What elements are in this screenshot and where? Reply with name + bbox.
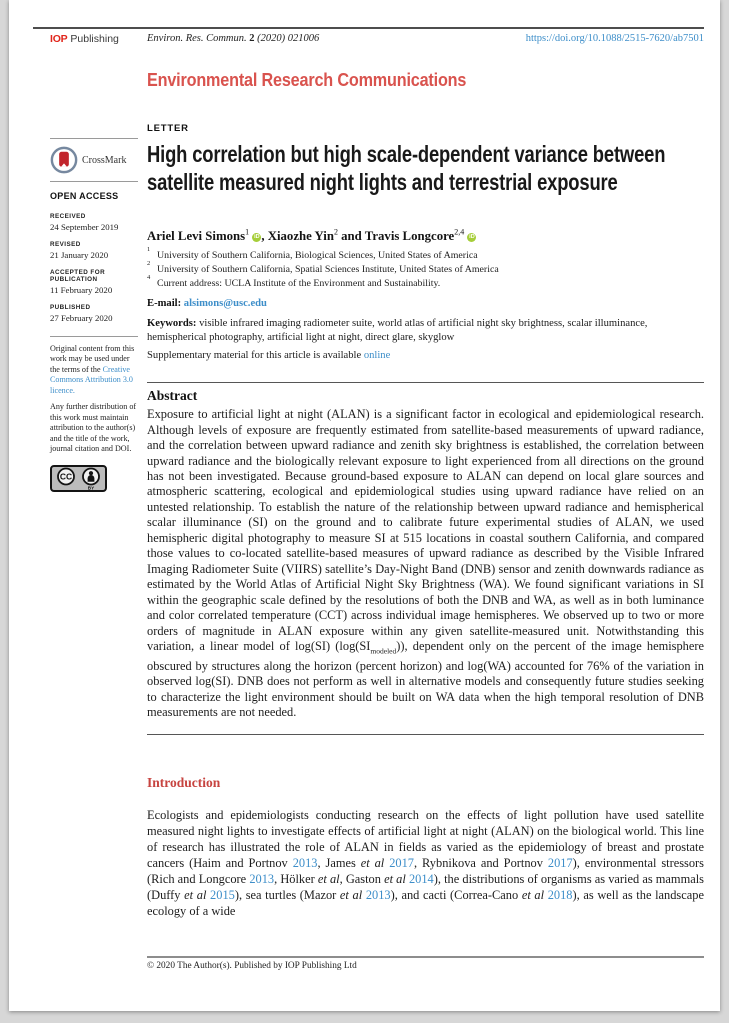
- history-label: RECEIVED: [50, 213, 86, 220]
- svg-text:BY: BY: [87, 485, 95, 490]
- author-separator: and: [337, 229, 365, 243]
- publisher-logo: [50, 33, 119, 45]
- history-date: 11 February 2020: [50, 284, 113, 295]
- orcid-icon[interactable]: iD: [254, 234, 260, 240]
- affiliation-text: University of Southern California, Spatial Sciences Institute, United States of America: [157, 263, 499, 275]
- intro-text-segment: Ecologists and epidemiologists conducting research on the effects of light pollution have used satellite measured night lights to investigate effects of artificial light at night (ALAN) on the biological world. This line of research has illustrated the role of ALAN in fields as varied as the epidemiology of breast and prostate cancers (Haim and Portnov: [147, 808, 704, 871]
- email-label: E-mail:: [147, 298, 184, 310]
- author-affiliation-sup: 2,4: [454, 227, 465, 237]
- intro-text-segment: ), as well as the landscape ecology of a wide: [147, 888, 704, 919]
- article-type-label: LETTER: [147, 123, 189, 134]
- affiliations-list: [147, 246, 704, 290]
- supplementary-online-link[interactable]: online: [363, 349, 391, 361]
- abstract-paragraph: [147, 407, 704, 721]
- intro-text-segment: ), sea turtles (Mazor: [234, 888, 340, 903]
- keywords-text: visible infrared imaging radiometer suite, world atlas of artificial night sky brightness, scalar illuminance, hemispherical photography, artificial light at night, direct glare, skyglow: [147, 318, 648, 343]
- keywords-line: [147, 317, 704, 343]
- article-title: High correlation but high scale-dependent variance between satellite measured night lights and terrestrial exposure: [147, 141, 666, 195]
- citation-journal: Environ. Res. Commun.: [147, 33, 250, 44]
- history-label: REVISED: [50, 241, 81, 248]
- svg-text:CC: CC: [59, 471, 73, 482]
- supplementary-line: [147, 350, 704, 361]
- latin-phrase: et al: [360, 856, 385, 871]
- sidebar-divider: [50, 336, 138, 337]
- affiliation-text: University of Southern California, Biological Sciences, United States of America: [157, 250, 478, 261]
- license-paragraph: [50, 344, 138, 397]
- history-date: 24 September 2019: [50, 221, 119, 232]
- abstract-subscript: modeled: [370, 646, 397, 656]
- license-text: Original content from this work may be used under the terms of the: [50, 343, 135, 374]
- history-label: ACCEPTED FOR PUBLICATION: [50, 269, 106, 283]
- copyright-line: © 2020 The Author(s). Published by IOP Publishing Ltd: [147, 961, 357, 971]
- citation-year-link[interactable]: 2018: [547, 888, 573, 903]
- affiliation-sup: 2: [147, 259, 151, 267]
- crossmark-label: CrossMark: [82, 154, 127, 166]
- intro-text-segment: ), and cacti (Correa-Cano: [390, 888, 522, 903]
- citation-year-link[interactable]: 2014: [408, 872, 434, 887]
- license-text: Any further distribution of this work must maintain attribution to the author(s) and the title of the work, journal citation and DOI.: [50, 402, 137, 453]
- iop-logo-text: IOP: [50, 33, 68, 45]
- keywords-label: Keywords:: [147, 318, 200, 330]
- author-name: Travis Longcore: [364, 229, 455, 243]
- author-affiliation-sup: 1: [245, 227, 250, 237]
- citation-year-link[interactable]: 2013: [365, 888, 391, 903]
- publisher-name: Publishing: [67, 33, 119, 45]
- journal-citation: [147, 33, 319, 44]
- citation-year-link[interactable]: 2017: [389, 856, 414, 871]
- citation-issue: (2020) 021006: [254, 33, 320, 44]
- history-date: 27 February 2020: [50, 312, 113, 323]
- affiliation-text: Current address: UCLA Institute of the Environment and Sustainability.: [157, 277, 441, 289]
- affiliation-row: [147, 246, 704, 263]
- open-access-label: OPEN ACCESS: [50, 191, 119, 201]
- sidebar-divider: [50, 181, 138, 182]
- crossmark-button[interactable]: [50, 139, 138, 181]
- cc-by-badge[interactable]: [50, 465, 107, 497]
- abstract-text: Exposure to artificial light at night (ALAN) is a significant factor in ecological and epidemiological research. Although levels of exposure are frequently estimated from satellite-based measurements of upward radiance, and the correlation between upward radiance and zenith sky brightness is established, the correlation between upward radiance and the biologically relevant exposure to light experienced from all directions on the ground has not been investigated. Because ground-based exposure to ALAN can depend on local glare sources and atmospheric scattering, ecological and epidemiological studies using upward radiance have relied on an untested relationship. To establish the nature of the relationship between upward radiance and hemispherical scalar illuminance (SI) on the ground and to calibrate future experimental studies of ALAN, we used hemispheric digital photography to measure SI at 515 locations in coastal southern California, and compared those values to co-located satellite-based measures of upward radiance as described by the Visible Infrared Imaging Radiometer Suite (VIIRS) satellite’s Day-Night Band (DNB) sensor and zenith downwards radiance as estimated by the World Atlas of Artificial Night Sky Brightness (WA). We found significant variations in SI within the geographic scale defined by the resolutions of both the DNB and WA, as well as in both luminance and color correlated temperature (CCT) across individual image hemispheres. We observed up to two or more orders of magnitude in ALAN exposure within any given satellite-measured unit. Notwithstanding this variation, a linear model of log(SI) (log(SI: [147, 407, 704, 653]
- author-name: Ariel Levi Simons: [147, 229, 246, 243]
- affiliation-sup: 1: [147, 246, 151, 253]
- citation-year-link[interactable]: 2013: [292, 856, 318, 871]
- introduction-paragraph: [147, 807, 704, 919]
- author-name: Xiaozhe Yin: [267, 229, 334, 243]
- crossmark-icon: [50, 146, 78, 174]
- latin-phrase: et al: [339, 888, 363, 903]
- author-affiliation-sup: 2: [333, 227, 338, 237]
- abstract-bottom-rule: [147, 734, 704, 735]
- history-label: PUBLISHED: [50, 304, 91, 311]
- document-page: [9, 0, 720, 1011]
- article-meta-sidebar: [50, 138, 138, 497]
- introduction-heading: Introduction: [147, 775, 221, 791]
- intro-text-segment: , Gaston: [339, 872, 385, 887]
- intro-text-segment: , Rybnikova and Portnov: [414, 856, 548, 871]
- affiliation-row: [147, 259, 704, 277]
- affiliation-row: [147, 273, 704, 291]
- orcid-icon[interactable]: iD: [469, 234, 475, 240]
- cc-licence-link[interactable]: Creative Commons Attribution 3.0 licence.: [50, 364, 133, 395]
- citation-year-link[interactable]: 2017: [547, 856, 573, 871]
- abstract-text: )), dependent only on the percent of the image hemisphere obscured by structures along the horizon (percent horizon) and log(WA) accounted for 76% of the variation in observed log(SI). DNB does not perform as well in alternative models and consequently future studies seeking to characterize the light environment should be built on WA data when the high temporal resolution of DNB measurements are not needed.: [147, 638, 704, 720]
- article-body: [147, 116, 704, 919]
- latin-phrase: et al: [384, 872, 406, 887]
- affiliation-sup: 4: [147, 273, 151, 281]
- doi-link[interactable]: https://doi.org/10.1088/2515-7620/ab7501: [525, 33, 704, 44]
- author-line: [147, 229, 704, 244]
- latin-phrase: et al: [184, 888, 207, 903]
- article-history: [50, 213, 138, 323]
- intro-text-segment: , James: [317, 856, 361, 871]
- license-paragraph: [50, 402, 138, 455]
- citation-year-link[interactable]: 2013: [249, 872, 275, 887]
- cc-by-icon: [50, 465, 107, 492]
- email-link[interactable]: alsimons@usc.edu: [183, 298, 267, 310]
- intro-text-segment: , Hölker: [274, 872, 318, 887]
- email-line: [147, 298, 704, 309]
- footer-rule: [147, 956, 704, 958]
- latin-phrase: et al: [317, 872, 340, 887]
- author-separator: ,: [261, 229, 268, 243]
- abstract-heading: Abstract: [147, 388, 198, 404]
- history-date: 21 January 2020: [50, 249, 109, 260]
- journal-title: Environmental Research Communications: [147, 70, 467, 90]
- intro-text-segment: ), environmental stressors (Rich and Longcore: [147, 856, 705, 887]
- header-rule: [33, 27, 704, 29]
- latin-phrase: et al: [521, 888, 545, 903]
- citation-volume: 2: [249, 33, 255, 44]
- citation-year-link[interactable]: 2015: [210, 888, 235, 903]
- supplementary-text: Supplementary material for this article is available: [147, 349, 364, 361]
- intro-text-segment: ), the distributions of organisms as varied as mammals (Duffy: [147, 872, 704, 903]
- abstract-top-rule: [147, 382, 704, 383]
